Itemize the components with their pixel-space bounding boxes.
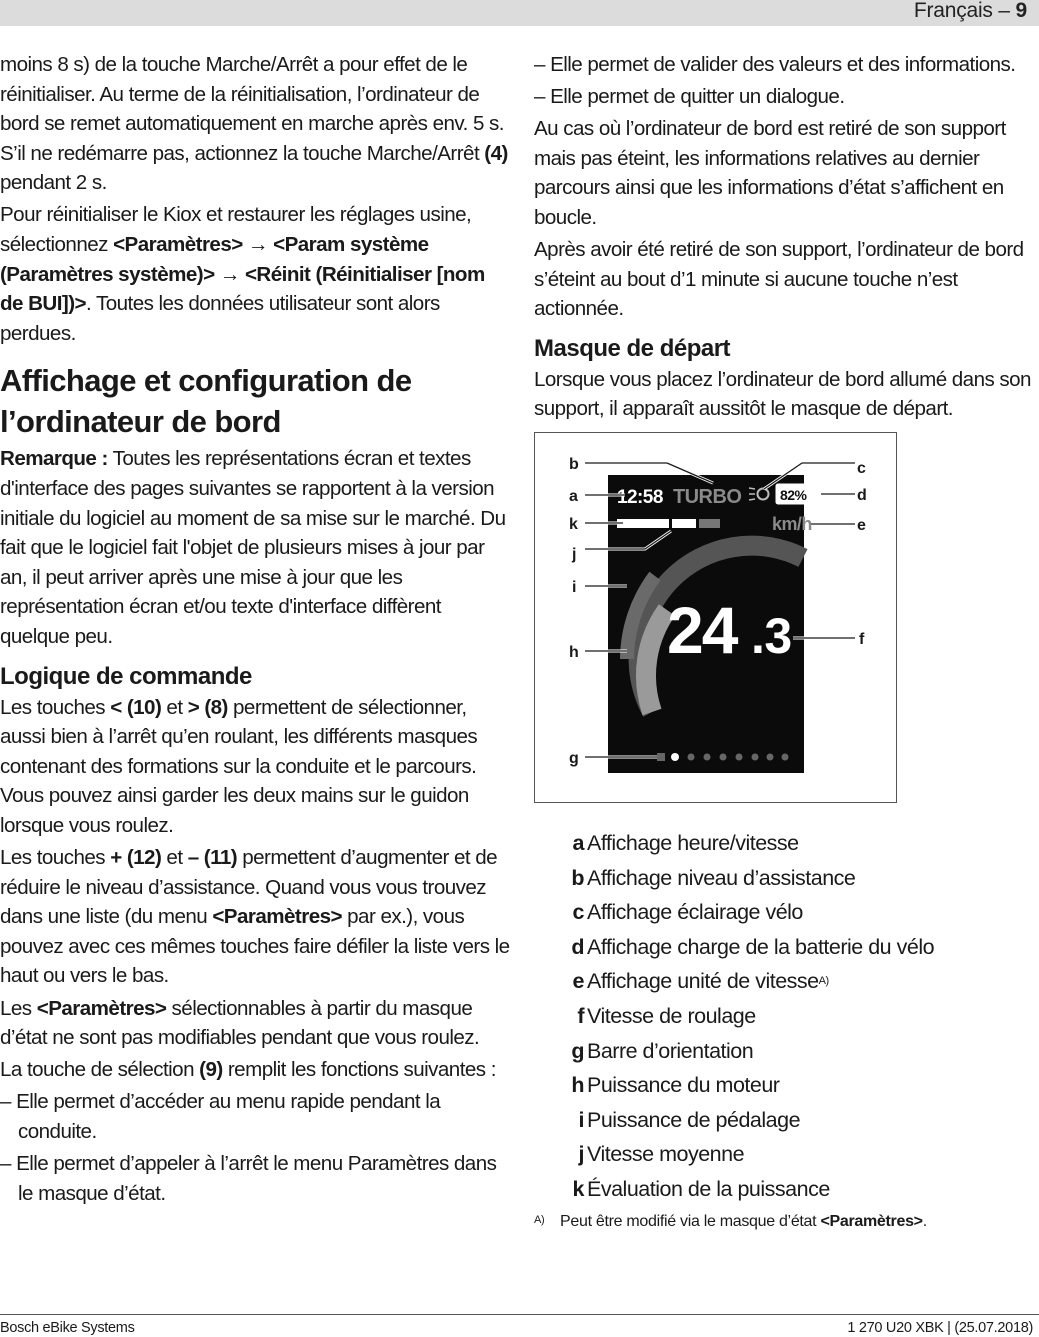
- list-item: – Elle permet de quitter un dialogue.: [534, 85, 845, 109]
- list-item: j Vitesse moyenne: [578, 1142, 745, 1167]
- paragraph-reset: moins 8 s) de la touche Marche/Arrêt a pour effet de le réinitialiser. Au terme de la réinitialisation, l’ordinateur de bord se remet automatiquement en marche après env. 5 s. S’il ne redémarre pas, actionnez la touche Marche/Arrêt (4) pendant 2 s.: [0, 53, 508, 195]
- speed-decimal: .3: [751, 608, 792, 665]
- paragraph-settings-locked: Les <Paramètres> sélectionnables à partir du masque d’état ne sont pas modifiables pendant que vous roulez.: [0, 996, 480, 1050]
- list-item: – Elle permet d’accéder au menu rapide pendant la conduite.: [0, 1090, 441, 1143]
- callout-d: d: [857, 487, 867, 505]
- callout-g: g: [569, 750, 579, 768]
- speed-unit: km/h: [772, 514, 812, 535]
- paragraph-removed-on: Au cas où l’ordinateur de bord est retiré de son support mais pas éteint, les informations relatives au dernier parcours ainsi que les informations d’état s’affichent en boucle.: [534, 117, 1006, 229]
- footnote: A) Peut être modifié via le masque d’état <Paramètres>.: [534, 1212, 927, 1230]
- power-rating-bar: [672, 519, 696, 528]
- list-item: h Puissance du moteur: [571, 1073, 780, 1098]
- list-item: c Affichage éclairage vélo: [572, 900, 803, 925]
- footer-divider: [0, 1314, 1039, 1315]
- start-screen-diagram: [535, 433, 896, 802]
- speed-value: 24: [667, 593, 737, 668]
- callout-j: j: [572, 546, 576, 564]
- orientation-bar: [657, 753, 789, 761]
- power-rating-bar: [699, 519, 720, 528]
- battery-level: 82%: [780, 487, 807, 504]
- right-column: [534, 50, 1039, 1233]
- callout-f: f: [859, 631, 864, 649]
- header-language: Français: [913, 0, 993, 22]
- callout-c: c: [857, 460, 866, 478]
- figure-legend: [564, 826, 1039, 1207]
- page-header-band: [0, 0, 1039, 26]
- callout-k: k: [569, 516, 578, 534]
- callout-h: h: [569, 644, 579, 662]
- callout-i: i: [572, 579, 576, 597]
- list-item: e Affichage unité de vitesse A): [564, 964, 1039, 999]
- start-screen-figure: [534, 432, 897, 803]
- paragraph-keys-select: Les touches < (10) et > (8) permettent de sélectionner, aussi bien à l’arrêt qu’en roulant, les différents masques contenant des formations sur la conduite et le parcours. Vous pouvez ainsi garder les deux mains sur le guidon lorsque vous roulez.: [0, 695, 478, 837]
- paragraph-remark: Remarque : Toutes les représentations écran et textes d'interface des pages suivantes se rapportent à la version initiale du logiciel au moment de sa mise sur le marché. Du fait que le logiciel fait l'objet de plusieurs mises à jour par an, il peut arriver après une mise à jour que les représentation écran et/ou texte d'interface diffèrent quelque peu.: [0, 447, 506, 648]
- list-item: – Elle permet de valider des valeurs et des informations.: [534, 53, 1016, 76]
- callout-b: b: [569, 456, 579, 474]
- power-rating-bar: [617, 519, 669, 528]
- header-separator: –: [998, 0, 1010, 22]
- left-column: [0, 50, 510, 1211]
- list-item: b Affichage niveau d’assistance: [571, 865, 856, 890]
- paragraph-start-screen: Lorsque vous placez l’ordinateur de bord allumé dans son support, il apparaît aussitôt le masque de départ.: [534, 367, 1031, 421]
- paragraph-keys-assist: Les touches + (12) et – (11) permettent d’augmenter et de réduire le niveau d’assistance. Quand vous vous trouvez dans une liste (du menu <Paramètres> par ex.), vous pouvez avec ces mêmes touches faire défiler la liste vers le haut ou vers le bas.: [0, 846, 510, 988]
- list-item: a Affichage heure/vitesse: [572, 831, 799, 856]
- heading-start-screen: Masque de départ: [534, 334, 731, 362]
- list-item: – Elle permet d’appeler à l’arrêt le menu Paramètres dans le masque d’état.: [0, 1152, 497, 1205]
- paragraph-auto-off: Après avoir été retiré de son support, l’ordinateur de bord s’éteint au bout d’1 minute si aucune touche n’est actionnée.: [534, 238, 1024, 321]
- page-number: 9: [1015, 0, 1027, 22]
- callout-e: e: [857, 517, 866, 535]
- list-item: f Vitesse de roulage: [577, 1004, 756, 1028]
- list-item: g Barre d’orientation: [571, 1038, 754, 1063]
- time-display: 12:58: [617, 487, 663, 509]
- footer-doc-ref: 1 270 U20 XBK | (25.07.2018): [847, 1320, 1033, 1336]
- list-item: d Affichage charge de la batterie du vélo: [571, 934, 935, 959]
- footnote-ref: A): [818, 975, 829, 988]
- page-header: [914, 0, 1027, 23]
- paragraph-factory-reset: Pour réinitialiser le Kiox et restaurer les réglages usine, sélectionnez <Paramètres> → <Param système (Paramètres système)> → <Réinit (Réinitialiser [nom de BUI])>. Toutes les données utilisateur sont alors perdues.: [0, 203, 485, 345]
- assist-mode-display: TURBO: [673, 486, 742, 509]
- heading-display-config: Affichage et configuration de l’ordinateur de bord: [0, 363, 412, 440]
- list-item: k Évaluation de la puissance: [572, 1176, 830, 1201]
- heading-control-logic: Logique de commande: [0, 662, 252, 690]
- footer-publisher: Bosch eBike Systems: [0, 1320, 135, 1336]
- list-item: i Puissance de pédalage: [578, 1107, 801, 1132]
- paragraph-select-key: La touche de sélection (9) remplit les fonctions suivantes :: [0, 1058, 496, 1082]
- callout-a: a: [569, 488, 578, 506]
